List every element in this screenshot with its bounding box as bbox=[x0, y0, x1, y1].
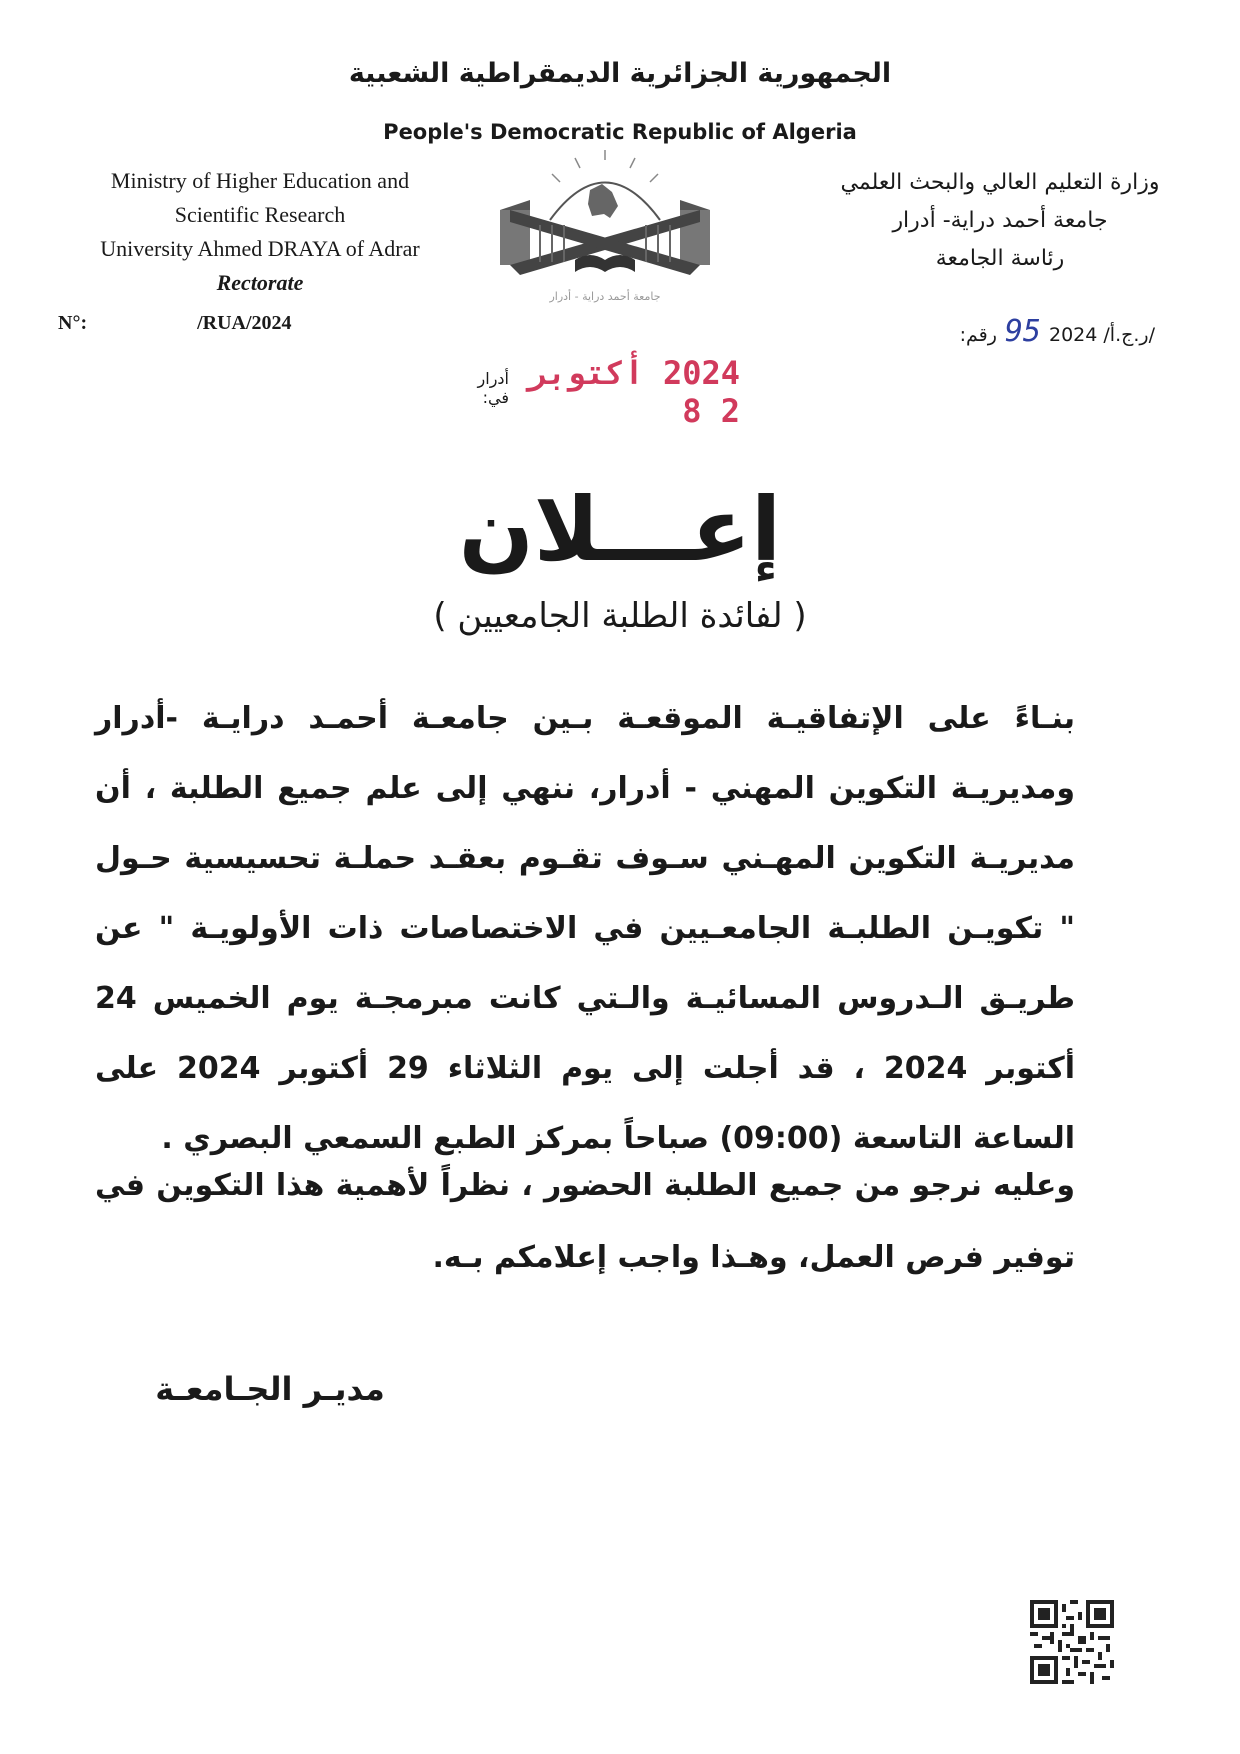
announcement-body-paragraph-2: وعليه نرجو من جميع الطلبة الحضور ، نظراً لأهمية هذا التكوين في توفير فرص العمل، وهـذا واجب إعلامكم بـه. bbox=[95, 1168, 1075, 1275]
date-stamp: 2024 أكتوبر 2 8 bbox=[528, 354, 740, 430]
university-ar: جامعة أحمد دراية- أدرار bbox=[892, 208, 1108, 233]
ministry-en-line2: Scientific Research bbox=[174, 202, 346, 227]
announcement-subtitle: ( لفائدة الطلبة الجامعيين ) bbox=[433, 596, 807, 636]
university-en: University Ahmed DRAYA of Adrar bbox=[100, 236, 420, 261]
ministry-en-line1: Ministry of Higher Education and bbox=[110, 168, 410, 193]
republic-title-ar: الجمهورية الجزائرية الديمقراطية الشعبية bbox=[348, 58, 892, 89]
republic-title-en: People's Democratic Republic of Algeria bbox=[383, 120, 857, 144]
rectorate-ar: رئاسة الجامعة bbox=[935, 246, 1065, 271]
ref-number-ar: 95 bbox=[1004, 314, 1041, 349]
signature-title: مديـر الجـامعـة bbox=[155, 1370, 385, 1408]
announcement-body-paragraph-1: بنـاءً على الإتفاقيـة الموقعـة بـين جامعـة أحمـد درايـة -أدرار ومديريـة التكوين المهني - أدرار، ننهي إلى علم جميع الطلبة ، أن مديريـة التكوين المهـني سـوف تقـوم بعقـد حملـة تحسيسية حـول " تكويـن الطلبـة الجامعـيين في الاختصاصات ذات الأولويـة " عن طريـق الـدروس المسائيـة والـتي كانت مبرمجـة يوم الخميس 24 أكتوبر 2024 ، قد أجلت إلى يوم الثلاثاء 29 أكتوبر 2024 على الساعة التاسعة (09:00) صباحاً بمركز الطبع السمعي البصري . bbox=[95, 701, 1075, 1156]
ref-label-ar: رقم: bbox=[959, 324, 997, 346]
university-logo bbox=[480, 150, 730, 310]
date-line bbox=[460, 354, 740, 430]
ministry-ar: وزارة التعليم العالي والبحث العلمي bbox=[840, 170, 1160, 195]
announcement-title: إعـــلان bbox=[458, 478, 782, 581]
logo-caption: جامعة أحمد دراية - أدرار bbox=[549, 290, 661, 303]
ref-suffix-ar: /ر.ج.أ/ 2024 bbox=[1049, 324, 1155, 346]
reference-number-ar bbox=[960, 314, 1155, 349]
rectorate-en: Rectorate bbox=[216, 270, 304, 295]
date-label: أدرار في: bbox=[477, 369, 509, 407]
ref-suffix-en: /RUA/2024 bbox=[197, 312, 292, 334]
header-right-block bbox=[820, 164, 1180, 278]
reference-number-en bbox=[58, 312, 292, 335]
qr-code bbox=[1030, 1600, 1114, 1684]
ref-prefix-en: N°: bbox=[58, 312, 88, 334]
header-left-block bbox=[60, 164, 460, 300]
